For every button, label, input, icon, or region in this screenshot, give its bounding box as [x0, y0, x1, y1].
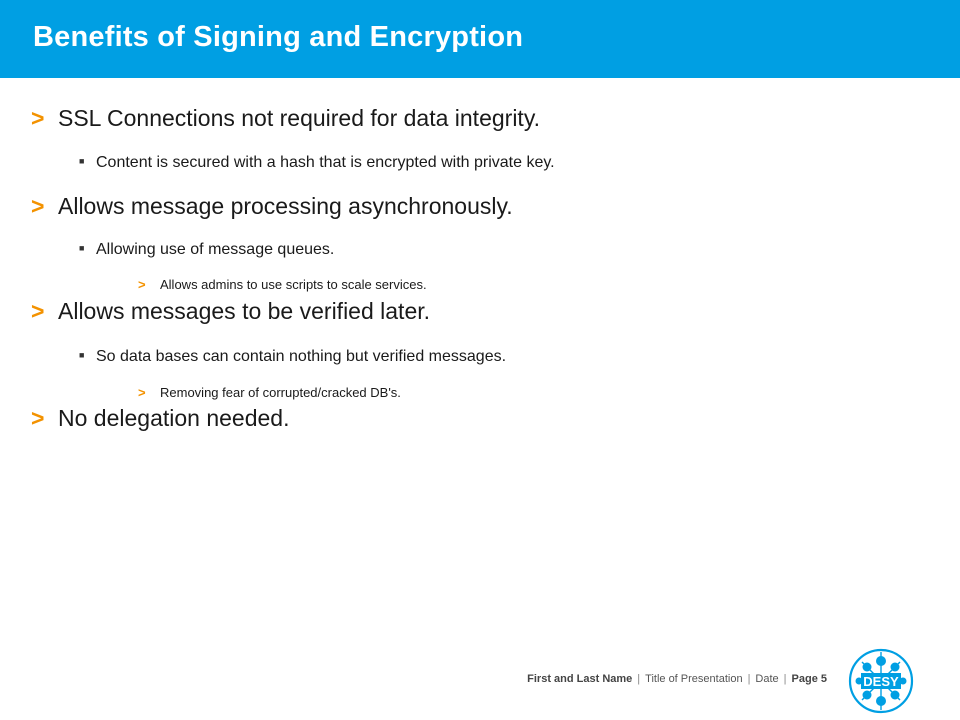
bullet-text: Allows messages to be verified later. — [58, 298, 431, 324]
bullet-level1 — [31, 298, 430, 325]
bullet-text: Allowing use of message queues. — [96, 241, 335, 258]
logo-dot — [876, 696, 886, 706]
square-bullet-icon: ■ — [79, 243, 85, 253]
logo-dot — [863, 691, 872, 700]
bullet-text: Removing fear of corrupted/cracked DB's. — [160, 385, 401, 400]
footer-date: Date — [755, 673, 779, 685]
bullet-text: No delegation needed. — [58, 405, 290, 431]
bullet-level3 — [138, 277, 427, 292]
footer-separator: | — [747, 673, 751, 685]
footer-presentation-title: Title of Presentation — [645, 673, 743, 685]
logo-text: DESY — [863, 674, 899, 689]
bullet-marker-icon: > — [138, 385, 146, 400]
bullet-level1 — [31, 105, 540, 132]
bullet-level1 — [31, 405, 289, 432]
slide-title: Benefits of Signing and Encryption — [33, 21, 524, 53]
slide-footer — [527, 673, 827, 685]
logo-dot — [891, 663, 900, 672]
square-bullet-icon: ■ — [79, 350, 85, 360]
bullet-text: Content is secured with a hash that is encrypted with private key. — [96, 154, 555, 171]
bullet-text: Allows message processing asynchronously. — [58, 193, 513, 219]
bullet-marker-icon: > — [31, 105, 45, 131]
footer-page-number: Page 5 — [791, 673, 827, 685]
logo-dot — [876, 656, 886, 666]
bullet-marker-icon: > — [31, 298, 45, 324]
bullet-level1 — [31, 193, 513, 220]
bullet-text: So data bases can contain nothing but verified messages. — [96, 348, 507, 365]
bullet-marker-icon: > — [31, 193, 45, 219]
bullet-text: SSL Connections not required for data integrity. — [58, 105, 541, 131]
footer-author: First and Last Name — [527, 673, 633, 685]
bullet-marker-icon: > — [31, 405, 45, 431]
square-bullet-icon: ■ — [79, 156, 85, 166]
bullet-level2 — [79, 154, 555, 172]
footer-separator: | — [637, 673, 641, 685]
bullet-text: Allows admins to use scripts to scale services. — [160, 277, 427, 292]
bullet-level2 — [79, 241, 334, 259]
footer-separator: | — [783, 673, 787, 685]
bullet-marker-icon: > — [138, 277, 146, 292]
bullet-level2 — [79, 348, 506, 366]
bullet-level3 — [138, 385, 401, 400]
slide-header — [0, 0, 960, 78]
logo-dot — [863, 663, 872, 672]
desy-logo-icon — [848, 648, 914, 714]
logo-dot — [891, 691, 900, 700]
